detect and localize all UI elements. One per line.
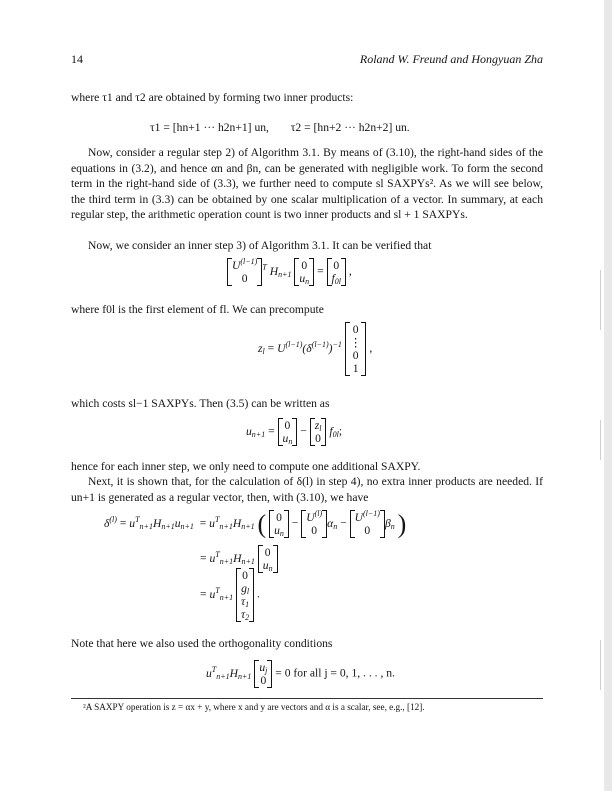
paragraph-inner-saxpy: hence for each inner step, we only need to compute one additional SAXPY. <box>71 460 421 473</box>
footnote-rule <box>71 698 543 699</box>
equation-orthogonality: $u^T_{n+1}H_{n+1}$ $u_j$ 0 = 0 for all j = 0, 1, . . . , n. <box>206 661 395 687</box>
equation-tau2: τ2 = [hn+2 ··· h2n+2] un. <box>290 121 410 134</box>
paragraph-orthogonality: Note that here we also used the orthogonality conditions <box>71 637 333 650</box>
scan-gutter <box>604 0 612 791</box>
paragraph-delta: Next, it is shown that, for the calculation of δ(l) in step 4), no extra inner products are needed. If un+1 is generated as a regular vector, then, with (3.10), we have <box>71 475 543 504</box>
scan-artifact <box>600 420 601 460</box>
paragraph-inner-step: Now, we consider an inner step 3) of Algorithm 3.1. It can be verified that <box>88 239 432 252</box>
equation-tau1: τ1 = [hn+1 ··· h2n+1] un, <box>150 121 269 134</box>
paragraph-costs: which costs sl−1 SAXPYs. Then (3.5) can be written as <box>71 397 330 410</box>
scan-artifact <box>600 270 601 330</box>
paragraph-precompute: where f0l is the first element of fl. We can precompute <box>71 303 324 316</box>
equation-delta-line2: = $u^T_{n+1}H_{n+1}$ 0 $u_n$ <box>200 545 278 573</box>
equation-block-identity: $U^{(l-1)}$ 0 $^T$ $H_{n+1}$ 0 $u_n$ = 0 $f_{0l}$ , <box>227 258 352 286</box>
equation-un1: $u_{n+1}$ = 0 $u_n$ − $z_l$ 0 $f_{0l}$; <box>246 419 343 446</box>
page-header <box>71 52 543 68</box>
page-number: 14 <box>71 52 83 66</box>
equation-delta-line1: $\delta^{(l)} = u^T_{n+1}H_{n+1}u_{n+1} = u^T_{n+1}H_{n+1}$ ( 0 $u_n$ − $U^{(l)}$ 0 $\alpha_n$ − $U^{(l-1)}$ 0 $\beta_n$ ) <box>104 509 407 539</box>
orthogonality-condition: = 0 for all j = 0, 1, . . . , n. <box>275 666 395 680</box>
equation-zl: $z_l = U^{(l-1)}(\delta^{(l-1)})^{-1}$ 0 ⋮ 0 1 , <box>258 323 373 375</box>
equation-delta-line3: = $u^T_{n+1}$ 0 $g_l$ $\tau_1$ $\tau_2$ . <box>200 569 260 622</box>
paragraph-intro: where τ1 and τ2 are obtained by forming two inner products: <box>71 91 354 104</box>
running-head-authors: Roland W. Freund and Hongyuan Zha <box>359 52 543 66</box>
scan-artifact <box>600 640 601 690</box>
equation-tau <box>150 120 410 135</box>
footnote-saxpy: ²A SAXPY operation is z = αx + y, where x and y are vectors and α is a scalar, see, e.g., [12]. <box>83 702 425 712</box>
paragraph-regular-step: Now, consider a regular step 2) of Algorithm 3.1. By means of (3.10), the right-hand sides of the equations in (3.2), and hence αn and βn, can be generated with negligible work. To form the second term in the right-hand side of (3.3), we further need to compute sl SAXPYs². As we will see below, the third term in (3.3) can be obtained by one scalar multiplication of a vector. In summary, at each regular step, the arithmetic operation count is two inner products and sl + 1 SAXPYs. <box>71 146 543 222</box>
